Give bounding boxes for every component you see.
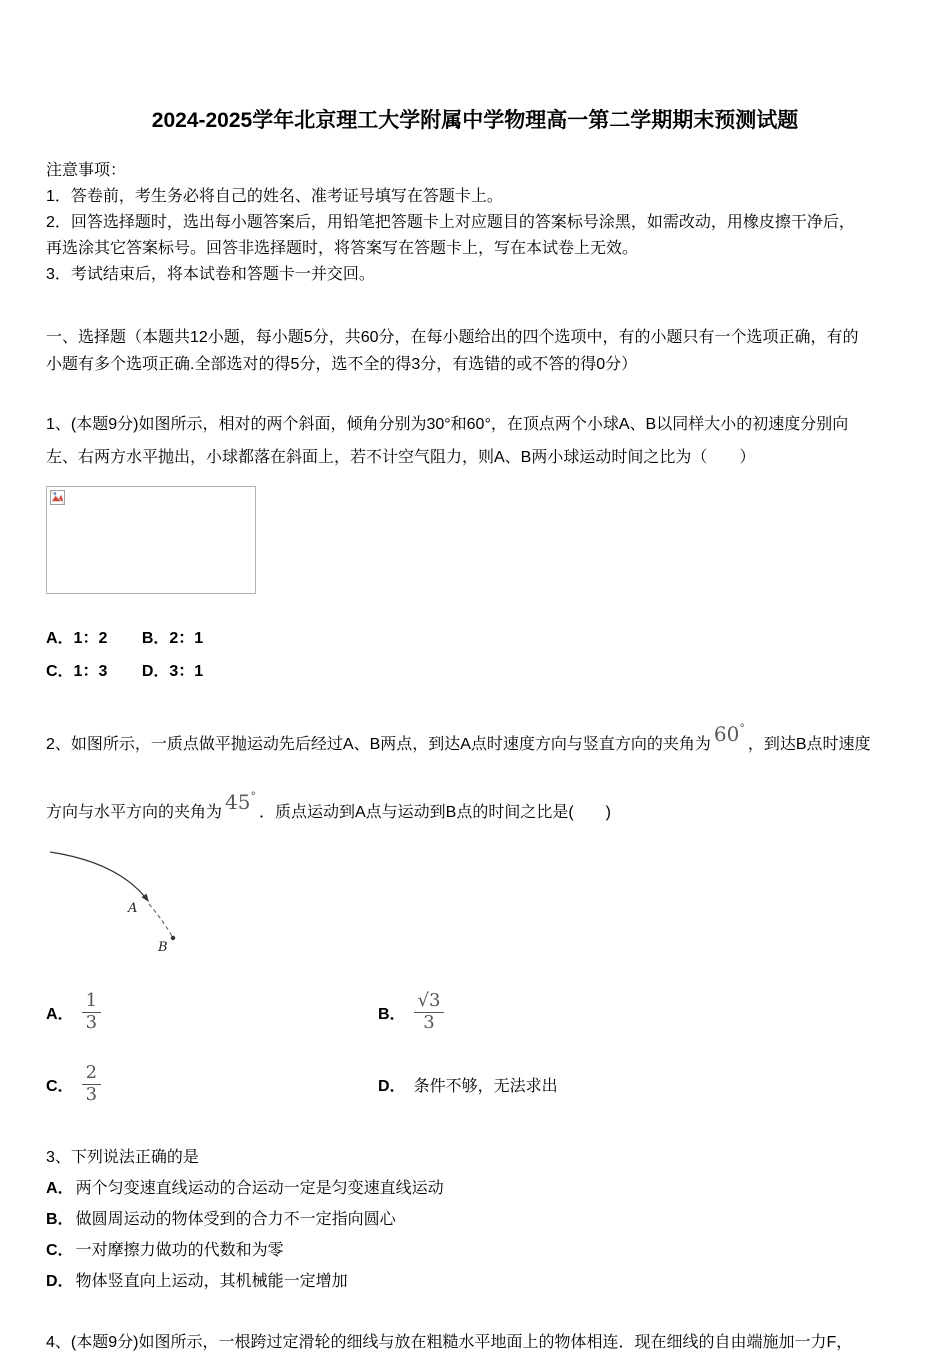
note-line-2a: 2．回答选择题时，选出每小题答案后，用铅笔把答题卡上对应题目的答案标号涂黑，如需改动，用橡皮擦干净后， xyxy=(46,214,855,231)
question1-figure-placeholder xyxy=(46,486,256,594)
note-line-3: 3．考试结束后，将本试卷和答题卡一并交回。 xyxy=(46,266,375,283)
question2-option-b xyxy=(378,991,904,1033)
question3-option-a: A． 两个匀变速直线运动的合运动一定是匀变速直线运动 xyxy=(46,1179,444,1197)
question3-option-c: C． 一对摩擦力做功的代数和为零 xyxy=(46,1241,284,1259)
question3-option-b: B． 做圆周运动的物体受到的合力不一定指向圆心 xyxy=(46,1210,396,1228)
question2-option-a-letter: A． xyxy=(46,1005,74,1023)
angle-60-value: 60° xyxy=(713,722,745,746)
question2-text-line1 xyxy=(46,720,904,762)
question2-text-line2 xyxy=(46,788,904,830)
question2-option-d xyxy=(378,1073,904,1096)
figure-label-b: B xyxy=(158,940,168,955)
note-line-2b: 再选涂其它答案标号。回答非选择题时，将答案写在答题卡上，写在本试卷上无效。 xyxy=(46,240,639,257)
question3 xyxy=(46,1142,904,1297)
question2-option-b-letter: B． xyxy=(378,1005,406,1023)
broken-image-icon xyxy=(50,490,65,505)
question1-option-c: C．1：3 xyxy=(46,663,108,680)
question2-text-seg2: ，到达B点时速度 xyxy=(747,736,871,753)
question2-trajectory-figure xyxy=(48,846,228,958)
section1-heading-line2: 小题有多个选项正确.全部选对的得5分，选不全的得3分，有选错的或不答的得0分） xyxy=(46,356,638,373)
fraction-two-thirds: $\frac{2}{3}$ xyxy=(82,1063,101,1105)
question3-option-d: D． 物体竖直向上运动，其机械能一定增加 xyxy=(46,1272,348,1290)
question1-options xyxy=(46,622,904,688)
notes-section xyxy=(46,158,904,288)
degree-symbol: ° xyxy=(250,790,256,803)
question2-options xyxy=(46,991,904,1106)
question2-option-d-text: 条件不够，无法求出 xyxy=(413,1078,558,1096)
question2-text-seg3: 方向与水平方向的夹角为 xyxy=(46,804,223,821)
question2-text xyxy=(46,720,904,830)
question3-text: 3、下列说法正确的是 xyxy=(46,1148,199,1166)
angle-45-value: 45° xyxy=(225,790,256,814)
section1-heading-line1: 一、选择题（本题共12小题，每小题5分，共60分，在每小题给出的四个选项中，有的小题只有一个选项正确，有的 xyxy=(46,329,859,346)
question1-options-row2 xyxy=(46,655,904,688)
question2-option-c-letter: C． xyxy=(46,1078,74,1096)
question1-text xyxy=(46,408,904,474)
question1-option-a: A．1：2 xyxy=(46,630,108,647)
section1-heading xyxy=(46,324,904,378)
question4-text: 4、(本题9分)如图所示，一根跨过定滑轮的细线与放在粗糙水平地面上的物体相连．现在细线的自由端施加一力F， xyxy=(46,1333,853,1351)
question1-option-b: B．2：1 xyxy=(141,630,204,647)
fraction-one-third: $\frac{1}{3}$ xyxy=(82,991,101,1033)
question2-option-d-letter: D． xyxy=(378,1078,406,1096)
question1-text-line1: 1、(本题9分)如图所示，相对的两个斜面，倾角分别为30°和60°，在顶点两个小球A、B以同样大小的初速度分别向 xyxy=(46,416,849,433)
question2-text-seg4: ．质点运动到A点与运动到B点的时间之比是( ) xyxy=(258,804,611,821)
question2-text-seg1: 2、如图所示，一质点做平抛运动先后经过A、B两点，到达A点时速度方向与竖直方向的夹角为 xyxy=(46,736,711,753)
page-title: 2024-2025学年北京理工大学附属中学物理高一第二学期期末预测试题 xyxy=(151,109,799,132)
note-line-1: 1．答卷前，考生务必将自己的姓名、准考证号填写在答题卡上。 xyxy=(46,188,503,205)
question1-text-line2: 左、右两方水平抛出，小球都落在斜面上，若不计空气阻力，则A、B两小球运动时间之比为（ ） xyxy=(46,449,756,466)
question1-options-row1 xyxy=(46,622,904,655)
notes-header: 注意事项： xyxy=(46,162,127,179)
degree-symbol: ° xyxy=(739,722,745,735)
question2-option-a xyxy=(46,991,378,1033)
fraction-sqrt3-over-3: $\frac{√3}{3}$ xyxy=(414,991,445,1033)
point-b-dot xyxy=(171,936,175,940)
question1-option-d: D．3：1 xyxy=(141,663,204,680)
question2-option-c xyxy=(46,1063,378,1105)
figure-label-a: A xyxy=(128,901,138,916)
